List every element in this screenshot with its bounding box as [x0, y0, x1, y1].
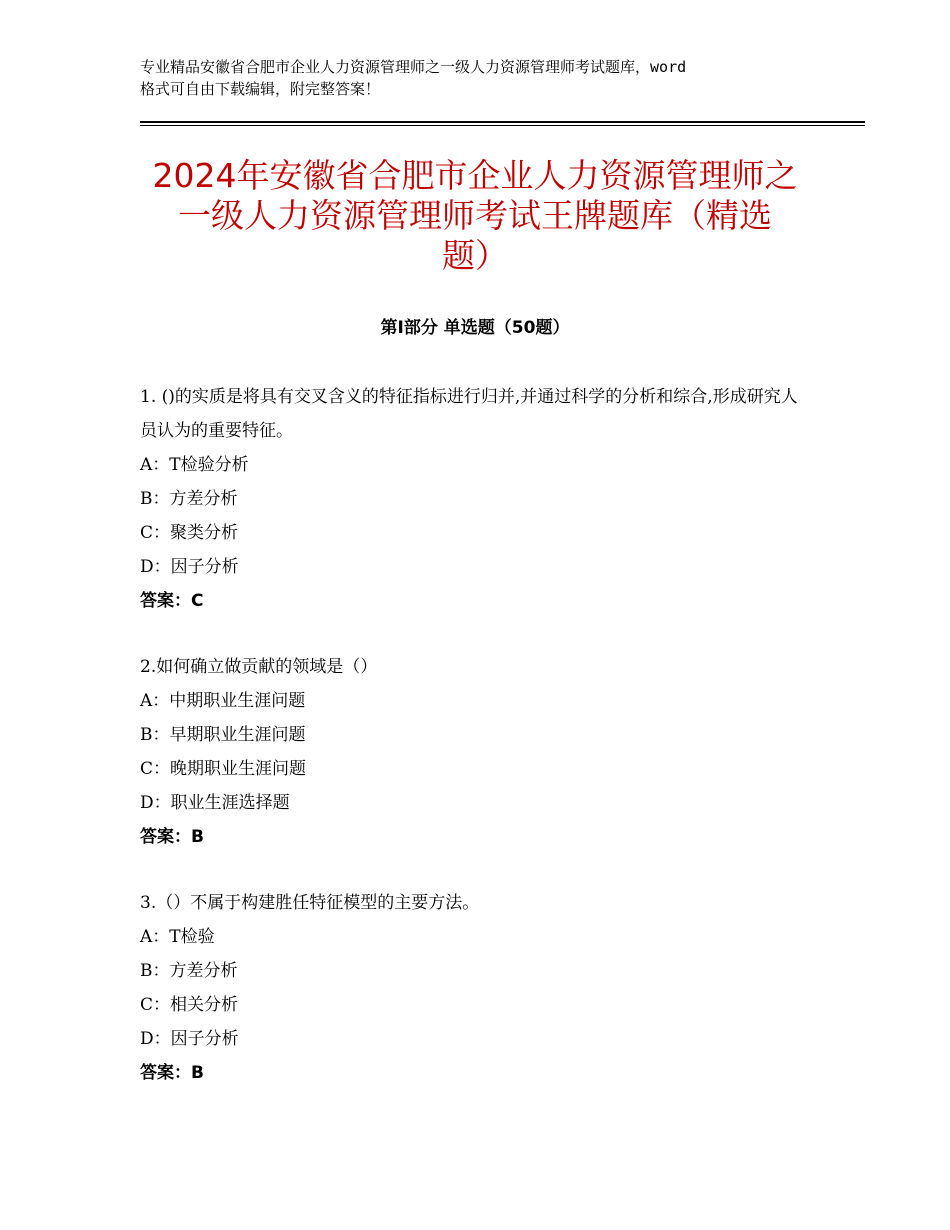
- question-list: [140, 380, 800, 1122]
- document-title-line: 一级人力资源管理师考试王牌题库（精选: [178, 196, 772, 235]
- option-b: B：方差分析: [140, 489, 238, 509]
- document-title: [120, 156, 830, 276]
- answer-label: 答案：B: [140, 1063, 204, 1083]
- header-divider: [140, 125, 865, 126]
- option-b: B：方差分析: [140, 961, 238, 981]
- option-d: D：因子分析: [140, 557, 239, 577]
- header-note-line: 格式可自由下载编辑，附完整答案！: [140, 80, 381, 98]
- option-b: B：早期职业生涯问题: [140, 725, 306, 745]
- document-title-line: 2024年安徽省合肥市企业人力资源管理师之: [152, 156, 798, 195]
- document-title-line: 题）: [442, 236, 508, 275]
- question-stem: 2.如何确立做贡献的领域是（）: [140, 657, 378, 677]
- section-heading: 第Ⅰ部分 单选题（50题）: [380, 318, 570, 338]
- answer-label: 答案：C: [140, 591, 204, 611]
- option-d: D：因子分析: [140, 1029, 239, 1049]
- header-note-line: 专业精品安徽省合肥市企业人力资源管理师之一级人力资源管理师考试题库，word: [140, 58, 687, 76]
- option-c: C：相关分析: [140, 995, 239, 1015]
- option-c: C：晚期职业生涯问题: [140, 759, 307, 779]
- option-a: A：T检验分析: [140, 455, 249, 475]
- option-c: C：聚类分析: [140, 523, 239, 543]
- option-d: D：职业生涯选择题: [140, 793, 290, 813]
- answer-label: 答案：B: [140, 827, 204, 847]
- question-stem: 1. ()的实质是将具有交叉含义的特征指标进行归并,并通过科学的分析和综合,形成研究人员认为的重要特征。: [140, 387, 798, 441]
- option-a: A：中期职业生涯问题: [140, 691, 306, 711]
- header-note: [140, 56, 830, 100]
- question-item: [140, 886, 800, 1090]
- question-item: [140, 380, 800, 618]
- question-item: [140, 650, 800, 854]
- question-stem: 3.（）不属于构建胜任特征模型的主要方法。: [140, 893, 480, 913]
- header-divider: [140, 121, 865, 123]
- option-a: A：T检验: [140, 927, 215, 947]
